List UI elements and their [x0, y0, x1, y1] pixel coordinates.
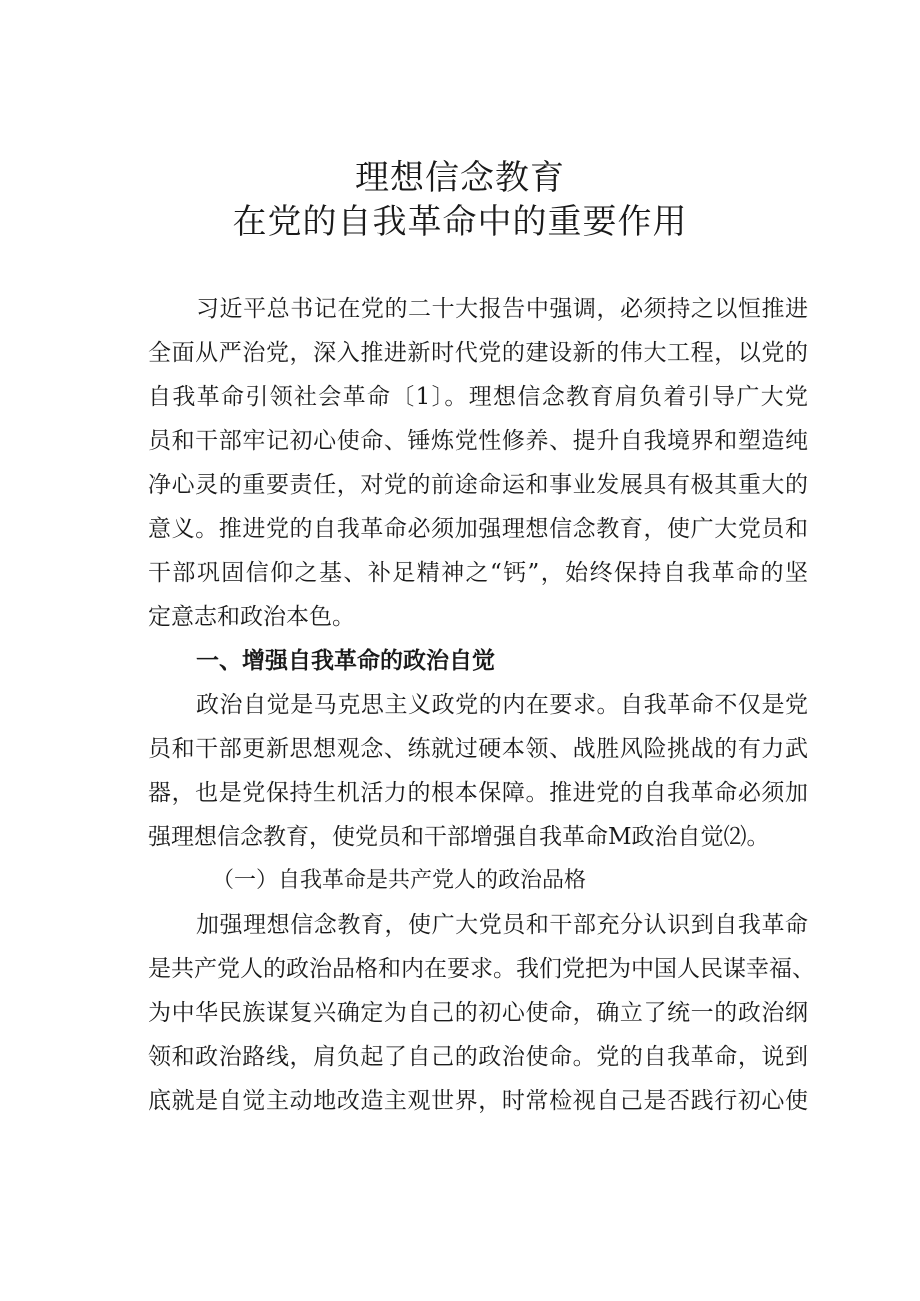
intro-line: 干部巩固信仰之基、补足精神之“钙”，始终保持自我革命的坚: [148, 560, 808, 586]
section-heading: 一、增强自我革命的政治自觉: [196, 648, 495, 674]
section-body-line: 政治自觉是马克思主义政党的内在要求。自我革命不仅是党: [196, 692, 808, 718]
subsection-heading: （一）自我革命是共产党人的政治品格: [212, 868, 587, 893]
intro-line: 习近平总书记在党的二十大报告中强调，必须持之以恒推进: [196, 296, 808, 322]
section-body-line: 员和干部更新思想观念、练就过硬本领、战胜风险挑战的有力武: [148, 736, 808, 762]
subsection-body-line: 加强理想信念教育，使广大党员和干部充分认识到自我革命: [196, 912, 808, 938]
subsection-body-line: 领和政治路线，肩负起了自己的政治使命。党的自我革命，说到: [148, 1044, 808, 1070]
intro-line: 自我革命引领社会革命〔1〕。理想信念教育肩负着引导广大党: [148, 384, 808, 410]
intro-line: 净心灵的重要责任，对党的前途命运和事业发展具有极其重大的: [148, 472, 808, 498]
intro-line: 全面从严治党，深入推进新时代党的建设新的伟大工程，以党的: [148, 340, 808, 366]
subsection-body-line: 是共产党人的政治品格和内在要求。我们党把为中国人民谋幸福、: [148, 956, 815, 982]
section-body-line: 器，也是党保持生机活力的根本保障。推进党的自我革命必须加: [148, 780, 808, 806]
subsection-body-line: 为中华民族谋复兴确定为自己的初心使命，确立了统一的政治纲: [148, 1000, 808, 1026]
subsection-body-line: 底就是自觉主动地改造主观世界，时常检视自己是否践行初心使: [148, 1088, 808, 1114]
intro-line: 员和干部牢记初心使命、锤炼党性修养、提升自我境界和塑造纯: [148, 428, 808, 454]
intro-line: 定意志和政治本色。: [148, 604, 355, 630]
title-line-1: 理想信念教育: [355, 158, 565, 198]
intro-line: 意义。推进党的自我革命必须加强理想信念教育，使广大党员和: [148, 516, 808, 542]
title-line-2: 在党的自我革命中的重要作用: [232, 202, 688, 242]
section-body-line: 强理想信念教育，使党员和干部增强自我革命M政治自觉⑵。: [148, 824, 770, 850]
